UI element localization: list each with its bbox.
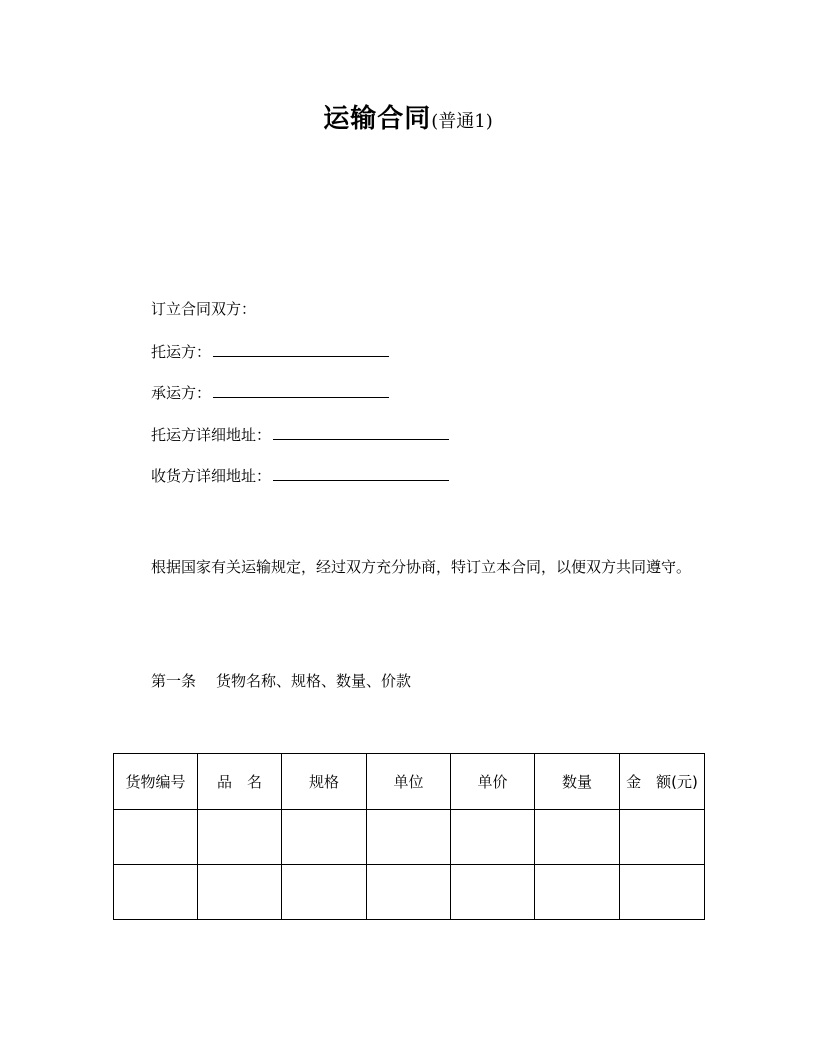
table-cell[interactable]	[451, 865, 535, 920]
table-row	[114, 810, 705, 865]
table-cell[interactable]	[535, 810, 620, 865]
blank-line[interactable]	[273, 423, 449, 440]
blank-line[interactable]	[213, 340, 389, 357]
table-cell[interactable]	[367, 865, 451, 920]
table-cell[interactable]	[535, 865, 620, 920]
table-cell[interactable]	[198, 810, 282, 865]
header-cell: 规格	[282, 754, 367, 810]
table-header-row	[114, 754, 705, 810]
field-label: 托运方：	[151, 343, 212, 361]
table-cell[interactable]	[282, 810, 367, 865]
table-cell[interactable]	[198, 865, 282, 920]
table-cell[interactable]	[451, 810, 535, 865]
blank-line[interactable]	[213, 381, 389, 398]
field-label: 收货方详细地址：	[151, 467, 272, 485]
header-cell: 单价	[451, 754, 535, 810]
title-main: 运输合同	[323, 104, 432, 134]
field-label: 承运方：	[151, 384, 212, 402]
header-cell: 金 额(元)	[620, 754, 705, 810]
table-row	[114, 865, 705, 920]
table-cell[interactable]	[282, 865, 367, 920]
table-cell[interactable]	[620, 810, 705, 865]
field-label: 托运方详细地址：	[151, 426, 272, 444]
field-consignee-address	[151, 464, 449, 486]
field-shipper-address	[151, 423, 449, 445]
document-title	[0, 98, 816, 135]
table-cell[interactable]	[114, 810, 198, 865]
article-1-heading	[151, 670, 411, 691]
field-shipper	[151, 340, 389, 362]
table-cell[interactable]	[620, 865, 705, 920]
article-title: 货物名称、规格、数量、价款	[216, 672, 412, 690]
title-suffix: (普通1)	[431, 111, 493, 132]
article-number: 第一条	[151, 672, 197, 690]
field-carrier	[151, 381, 389, 403]
header-cell: 品 名	[198, 754, 282, 810]
header-cell: 数量	[535, 754, 620, 810]
goods-table	[113, 753, 705, 920]
parties-heading: 订立合同双方：	[151, 300, 257, 318]
header-cell: 货物编号	[114, 754, 198, 810]
table-cell[interactable]	[114, 865, 198, 920]
blank-line[interactable]	[273, 464, 449, 481]
preamble-paragraph: 根据国家有关运输规定，经过双方充分协商，特订立本合同，以便双方共同遵守。	[151, 558, 692, 576]
table-cell[interactable]	[367, 810, 451, 865]
header-cell: 单位	[367, 754, 451, 810]
